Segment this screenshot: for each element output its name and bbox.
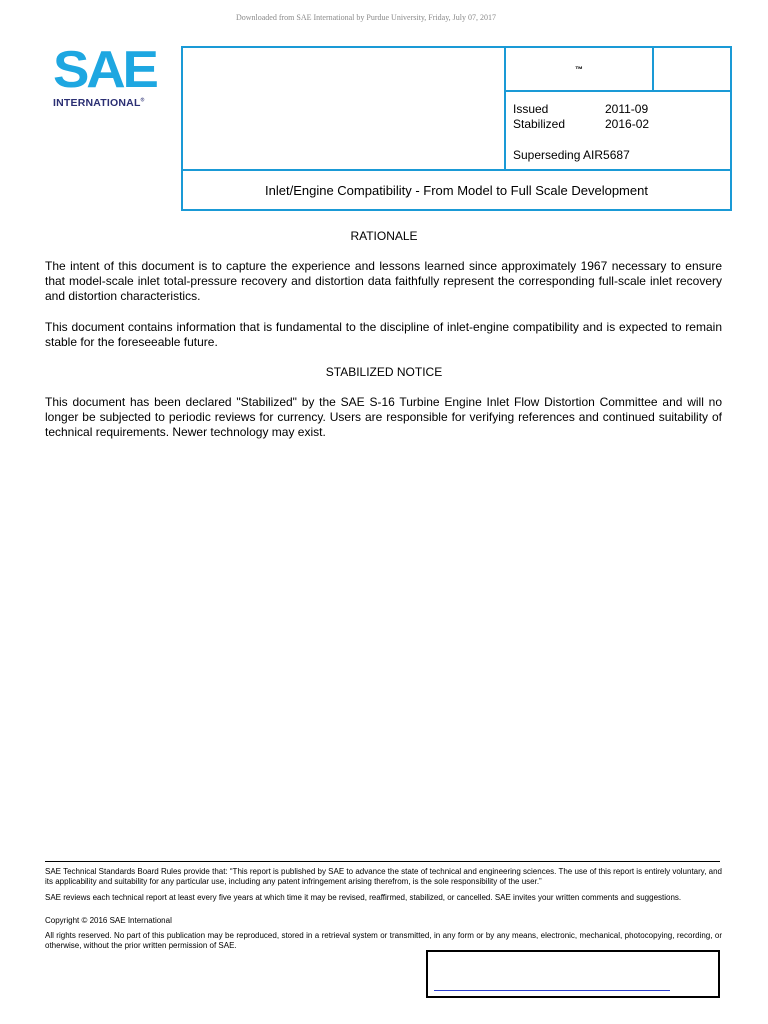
- footer-copyright: Copyright © 2016 SAE International: [45, 916, 172, 925]
- footer-link-underline[interactable]: [434, 990, 670, 991]
- document-number-cell: [654, 48, 730, 92]
- document-title: Inlet/Engine Compatibility - From Model to Full Scale Development: [183, 169, 730, 209]
- logo-mark: SAE: [53, 41, 156, 99]
- logo-text-label: INTERNATIONAL: [53, 97, 141, 109]
- stabilized-notice-paragraph: This document has been declared "Stabilized" by the SAE S-16 Turbine Engine Inlet Flow Distortion Committee and will no longer be subjected to periodic reviews for currency. Users are responsible for verifying references and continued suitability of technical requirements. Newer technology may exist.: [45, 395, 722, 439]
- footer-divider: [45, 861, 720, 862]
- footer-rights: All rights reserved. No part of this publication may be reproduced, stored in a retrieval system or transmitted, in any form or by any means, electronic, mechanical, photocopying, recording, or otherwise, without the prior written permission of SAE.: [45, 931, 722, 950]
- header-blank-cell: [183, 48, 506, 169]
- download-watermark: Downloaded from SAE International by Purdue University, Friday, July 07, 2017: [235, 13, 497, 22]
- issued-label: Issued: [513, 102, 549, 116]
- sae-logo: [53, 41, 156, 110]
- registered-mark: ®: [140, 97, 145, 104]
- document-header-box: [181, 46, 732, 211]
- superseding-note: Superseding AIR5687: [513, 148, 630, 162]
- issued-date: 2011-09: [605, 102, 649, 116]
- rationale-paragraph-2: This document contains information that is fundamental to the discipline of inlet-engine compatibility and is expected to remain stable for the foreseeable future.: [45, 320, 722, 349]
- trademark-cell: [506, 48, 654, 92]
- date-cell: [506, 92, 730, 169]
- logo-text: [53, 97, 144, 109]
- stabilized-notice-heading: STABILIZED NOTICE: [325, 365, 443, 379]
- footer-standards-rules: SAE Technical Standards Board Rules provide that: “This report is published by SAE to advance the state of technical and engineering sciences. The use of this report is entirely voluntary, and its applicability and suitability for any particular use, including any patent infringement arising therefrom, is the sole responsibility of the user.”: [45, 867, 722, 886]
- rationale-heading: RATIONALE: [350, 229, 418, 243]
- stabilized-date: 2016-02: [605, 117, 650, 131]
- stabilized-label: Stabilized: [513, 117, 566, 131]
- rationale-paragraph-1: The intent of this document is to capture the experience and lessons learned since approximately 1967 necessary to ensure that model-scale inlet total-pressure recovery and distortion data faithfully represent the corresponding full-scale inlet recovery and distortion characteristics.: [45, 259, 722, 303]
- footer-review-note: SAE reviews each technical report at least every five years at which time it may be revised, reaffirmed, stabilized, or cancelled. SAE invites your written comments and suggestions.: [45, 893, 682, 902]
- trademark-symbol: ™: [575, 64, 583, 74]
- footer-contact-box: [426, 950, 720, 998]
